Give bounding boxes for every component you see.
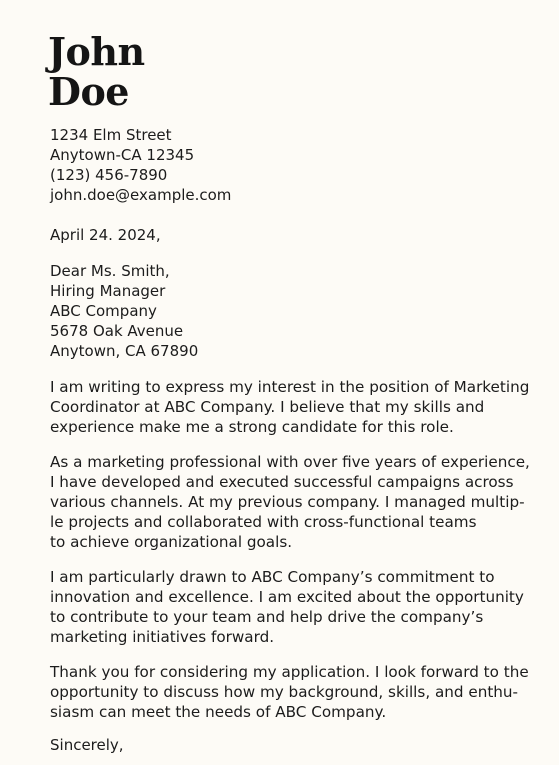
sender-street: 1234 Elm Street xyxy=(50,126,172,144)
paragraph-line: siasm can meet the needs of ABC Company. xyxy=(50,703,387,721)
paragraph-line: opportunity to discuss how my background, skills, and enthu- xyxy=(50,683,519,701)
sender-address-block xyxy=(50,125,231,205)
recipient-title: Hiring Manager xyxy=(50,282,166,300)
closing-text: Sincerely, xyxy=(50,736,124,754)
paragraph-line: experience make me a strong candidate for this role. xyxy=(50,418,454,436)
recipient-salutation: Dear Ms. Smith, xyxy=(50,262,170,280)
sender-city: Anytown-CA 12345 xyxy=(50,146,195,164)
recipient-city: Anytown, CA 67890 xyxy=(50,342,199,360)
paragraph-line: Thank you for considering my application. I look forward to the xyxy=(50,663,529,681)
sender-first-name: John xyxy=(48,29,145,74)
closing-block xyxy=(50,735,124,755)
sender-name xyxy=(48,29,145,114)
body-paragraph-4 xyxy=(50,662,540,722)
sender-email: john.doe@example.com xyxy=(50,186,232,204)
sender-last-name: Doe xyxy=(48,69,129,114)
sender-phone: (123) 456-7890 xyxy=(50,166,168,184)
body-paragraph-1 xyxy=(50,377,540,437)
paragraph-line: As a marketing professional with over five years of experience, xyxy=(50,453,530,471)
recipient-company: ABC Company xyxy=(50,302,157,320)
paragraph-line: Coordinator at ABC Company. I believe that my skills and xyxy=(50,398,485,416)
paragraph-line: I have developed and executed successful campaigns across xyxy=(50,473,514,491)
paragraph-line: to achieve organizational goals. xyxy=(50,533,293,551)
body-paragraph-3 xyxy=(50,567,540,647)
paragraph-line: le projects and collaborated with cross-functional teams xyxy=(50,513,477,531)
recipient-street: 5678 Oak Avenue xyxy=(50,322,184,340)
paragraph-line: I am writing to express my interest in the position of Marketing xyxy=(50,378,530,396)
body-paragraph-2 xyxy=(50,452,540,552)
paragraph-line: I am particularly drawn to ABC Company’s commitment to xyxy=(50,568,495,586)
paragraph-line: marketing initiatives forward. xyxy=(50,628,275,646)
letter-date-block xyxy=(50,225,161,245)
paragraph-line: various channels. At my previous company. I managed multip- xyxy=(50,493,525,511)
letter-date: April 24. 2024, xyxy=(50,226,161,244)
paragraph-line: innovation and excellence. I am excited about the opportunity xyxy=(50,588,524,606)
paragraph-line: to contribute to your team and help drive the company’s xyxy=(50,608,484,626)
recipient-block xyxy=(50,261,198,361)
